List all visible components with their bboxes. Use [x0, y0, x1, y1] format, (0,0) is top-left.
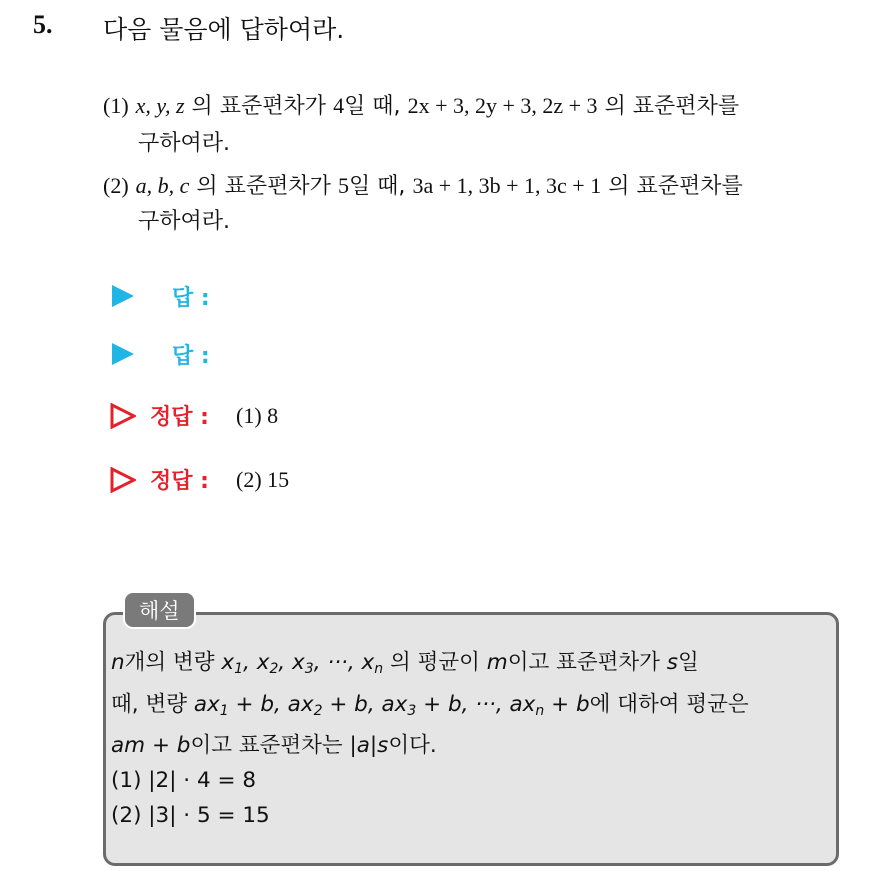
text: 개의 변량: [124, 650, 215, 675]
text: 때, 변량: [111, 692, 187, 717]
sub-text: 의 표준편차를: [608, 174, 743, 199]
var-list: $x_1$, $x_2$, $x_3$, ···, $x_n$: [221, 650, 384, 677]
sub-label: (2): [103, 173, 129, 198]
correct-label-1: 정답 :: [150, 405, 209, 430]
answer-label-2[interactable]: 답 :: [172, 344, 210, 369]
text: 이다.: [388, 733, 437, 758]
text: 의 평균이: [390, 650, 480, 675]
text: 일: [678, 650, 699, 675]
sub-text: 의 표준편차를: [604, 94, 740, 119]
subquestion-1: [103, 90, 739, 123]
text: 이고 표준편차는: [190, 733, 343, 758]
var-m: m: [486, 650, 508, 675]
sub-sd: 4: [333, 93, 345, 118]
sub-label: (1): [103, 93, 129, 118]
subquestion-2-cont: 구하여라.: [138, 209, 231, 234]
correct-answer-1: (1) 8: [236, 403, 279, 428]
sub-vars: a, b, c: [135, 173, 190, 198]
sub-exprs: 3a + 1, 3b + 1, 3c + 1: [412, 173, 602, 198]
answer-arrow-icon: [112, 285, 134, 307]
expr: |a|s: [349, 733, 389, 758]
question-title: 다음 물음에 답하여라.: [103, 15, 345, 44]
answer-arrow-icon: [112, 343, 134, 365]
explanation-line-3: [111, 731, 437, 761]
sub-text: 의 표준편차가: [196, 174, 331, 199]
sub-sd: 5: [337, 173, 349, 198]
question-number: 5.: [33, 10, 53, 39]
expr-list: $ax_1 + b$, $ax_2 + b$, $ax_3 + b$, ···, $ax_n + b$: [193, 692, 590, 719]
explanation-line-4: (1) |2| · 4 = 8: [111, 768, 256, 793]
text: 이고 표준편차가: [507, 650, 660, 675]
sub-text: 의 표준편차가: [191, 94, 327, 119]
expr: am + b: [111, 733, 191, 758]
sub-exprs: 2x + 3, 2y + 3, 2z + 3: [407, 93, 598, 118]
correct-answer-2: (2) 15: [236, 467, 290, 492]
explanation-tag: 해설: [123, 591, 196, 629]
explanation-line-2: [111, 690, 749, 726]
correct-arrow-icon: [110, 467, 136, 493]
var-n: n: [111, 650, 125, 675]
answer-label-1[interactable]: 답 :: [172, 286, 210, 311]
var-s: s: [666, 650, 678, 675]
explanation-line-1: [111, 648, 699, 684]
sub-text: 일 때,: [348, 174, 406, 199]
subquestion-2: [103, 170, 743, 203]
sub-vars: x, y, z: [135, 93, 185, 118]
sub-text: 일 때,: [344, 94, 401, 119]
subquestion-1-cont: 구하여라.: [138, 131, 231, 156]
text: 에 대하여 평균은: [589, 692, 749, 717]
explanation-line-5: (2) |3| · 5 = 15: [111, 803, 270, 828]
correct-label-2: 정답 :: [150, 469, 209, 494]
correct-arrow-icon: [110, 403, 136, 429]
